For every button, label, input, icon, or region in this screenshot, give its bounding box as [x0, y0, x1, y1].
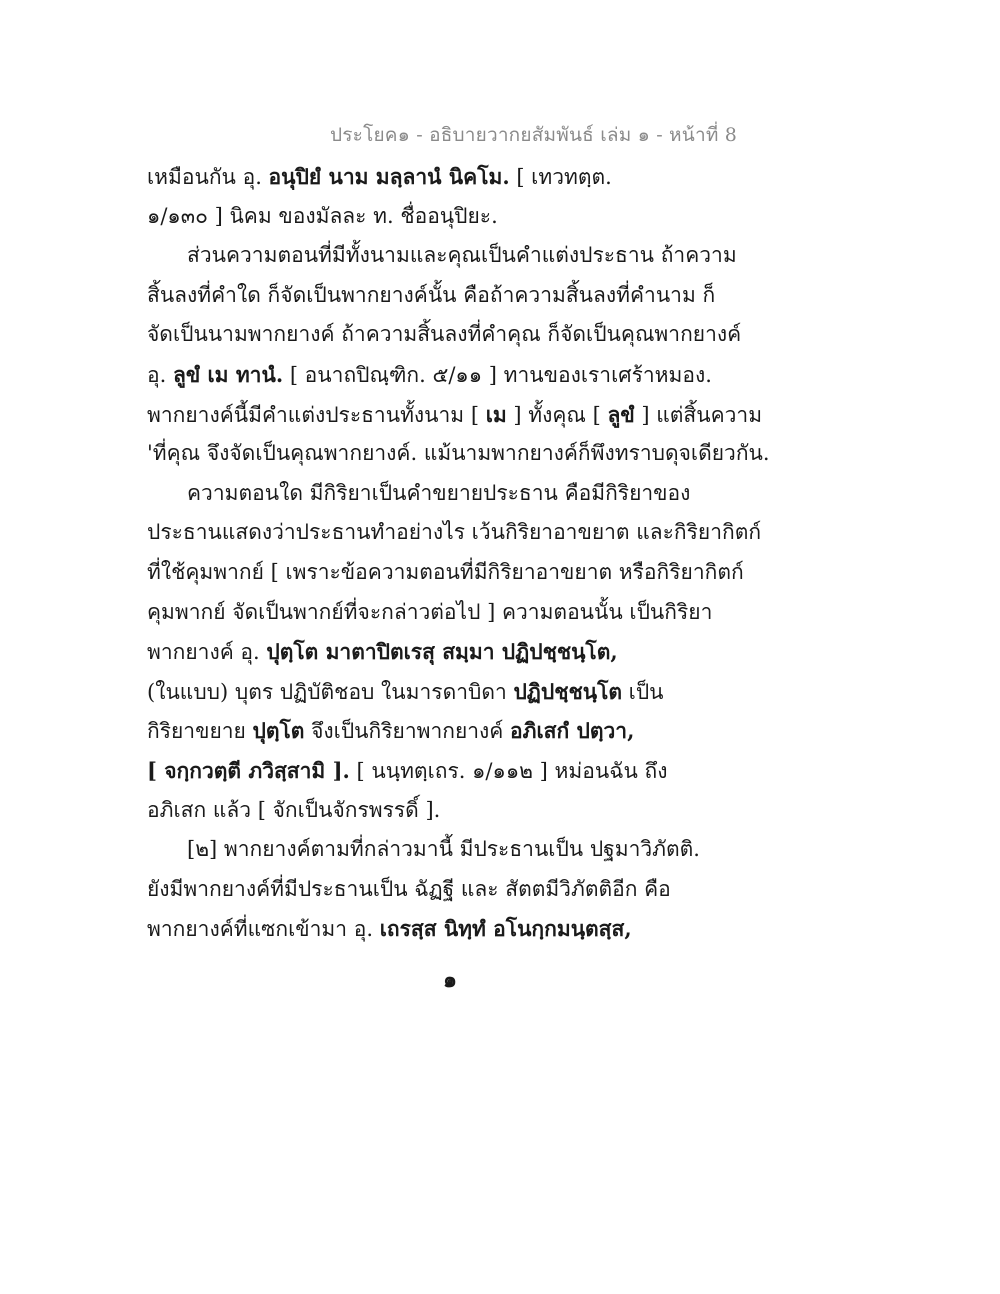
text-line [147, 553, 744, 593]
thai-text: ความตอนใด มีกิริยาเป็นคำขยายประธาน คือมีกิริยาของ [187, 480, 691, 505]
thai-text: พากยางค์นี้มีคำแต่งประธานทั้งนาม [ [147, 402, 486, 427]
text-line [147, 632, 707, 672]
thai-text: คุมพากย์ จัดเป็นพากย์ที่จะกล่าวต่อไป ] ความตอนนั้น เป็นกิริยา [147, 599, 713, 624]
thai-text: 'ที่คุณ จึงจัดเป็นคุณพากยางค์. แม้นามพากยางค์ก็พึงทราบดุจเดียวกัน. [147, 441, 770, 466]
thai-text: อภิเสก แล้ว [ จักเป็นจักรพรรดิ์ ]. [147, 797, 441, 822]
pali-example-text: ลูขํ [607, 401, 635, 427]
thai-text: พากยางค์ อุ. [147, 640, 267, 665]
text-line [147, 395, 763, 435]
pali-example-text: ปุตฺโต [252, 718, 305, 744]
page-number: ๑ [443, 967, 457, 993]
thai-text: ๑/๑๓๐ ] นิคม ของมัลละ ท. ชื่ออนุปิยะ. [147, 203, 498, 228]
thai-text: [ เทวทตฺต. [509, 165, 612, 189]
text-line [147, 157, 707, 197]
pali-example-text: อภิเสกํ ปตฺวา, [510, 718, 635, 744]
text-line [147, 315, 742, 355]
thai-text: เป็น [622, 679, 664, 704]
thai-text: ส่วนความตอนที่มีทั้งนามและคุณเป็นคำแต่งประธาน ถ้าความ [187, 243, 737, 268]
thai-text: พากยางค์ที่แซกเข้ามา อุ. [147, 917, 380, 942]
thai-text: [ อนาถปิณฺฑิก. ๕/๑๑ ] ทานของเราเศร้าหมอง. [283, 362, 712, 387]
thai-text: ] แต่สิ้นความ [634, 402, 763, 427]
pali-example-text: เม [485, 401, 507, 427]
thai-text: (ในแบบ) บุตร ปฏิบัติชอบ ในมารดาบิดา [147, 679, 514, 704]
thai-text: จัดเป็นนามพากยางค์ ถ้าความสิ้นลงที่คำคุณ ก็จัดเป็นคุณพากยางค์ [147, 322, 742, 347]
text-line [147, 593, 713, 633]
text-line [147, 909, 707, 949]
body-text [147, 157, 770, 949]
text-line [147, 355, 712, 395]
text-line [147, 711, 707, 751]
pali-example-text: [ จกฺกวตฺตี ภวิสฺสามิ ]. [147, 757, 350, 783]
thai-text: ประธานแสดงว่าประธานทำอย่างไร เว้นกิริยาอาขยาต และกิริยากิตก์ [147, 520, 762, 545]
text-line [147, 751, 707, 791]
thai-text: ยังมีพากยางค์ที่มีประธานเป็น ฉัฏฐี และ สัตตมีวิภัตติอีก คือ [147, 876, 671, 901]
thai-text: ที่ใช้คุมพากย์ [ เพราะข้อความตอนที่มีกิริยาอาขยาต หรือกิริยากิตก์ [147, 559, 744, 584]
text-line [147, 870, 707, 910]
pali-example-text: ปุตฺโต มาตาปิตเรสุ สมฺมา ปฏิปชฺชนฺโต, [266, 639, 618, 665]
running-header: ประโยค๑ - อธิบายวากยสัมพันธ์ เล่ม ๑ - หน้าที่ 8 [330, 124, 738, 146]
pali-example-text: ลูขํ เม ทานํ. [172, 361, 284, 387]
text-line [147, 434, 770, 474]
thai-text: กิริยาขยาย [147, 719, 253, 744]
pali-example-text: เถรสฺส นิทฺทํ อโนกฺกมนฺตสฺส, [379, 916, 632, 942]
text-line [147, 276, 716, 316]
text-line [147, 474, 707, 514]
text-line [147, 830, 707, 870]
text-line [147, 672, 707, 712]
text-line [147, 791, 707, 831]
pali-example-text: ปฏิปชฺชนฺโต [513, 678, 622, 704]
thai-text: [ นนฺทตฺเถร. ๑/๑๑๒ ] หม่อนฉัน ถึง [349, 758, 668, 783]
thai-text: เหมือนกัน อุ. [147, 165, 269, 189]
thai-text: ] ทั้งคุณ [ [506, 402, 608, 427]
thai-text: [๒] พากยางค์ตามที่กล่าวมานี้ มีประธานเป็น ปฐมาวิภัตติ. [187, 837, 700, 862]
thai-text: จึงเป็นกิริยาพากยางค์ [304, 719, 511, 744]
text-line [147, 236, 737, 276]
thai-text: อุ. [147, 362, 173, 387]
pali-example-text: อนุปิยํ นาม มลฺลานํ นิคโม. [268, 164, 510, 189]
thai-text: สิ้นลงที่คำใด ก็จัดเป็นพากยางค์นั้น คือถ้าความสิ้นลงที่คำนาม ก็ [147, 282, 716, 307]
text-line [147, 513, 762, 553]
text-line [147, 197, 707, 237]
